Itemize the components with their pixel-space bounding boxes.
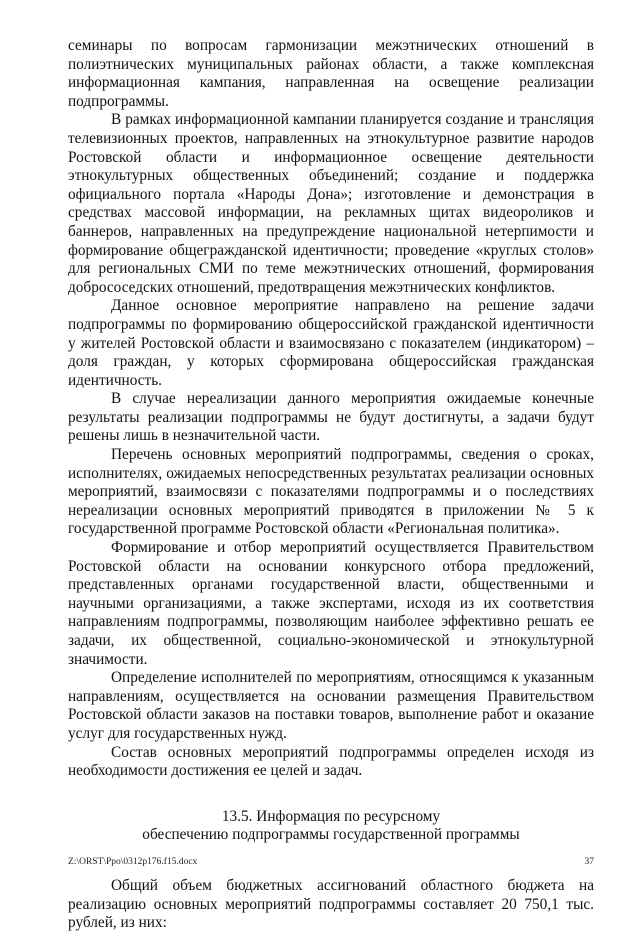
section-heading: [68, 808, 594, 845]
paragraph-continuation: семинары по вопросам гармонизации межэтнических отношений в полиэтнических муниципальных районах области, а также комплексная информационная кампания, направленная на освещение реализации подпрограммы.: [68, 37, 594, 110]
paragraph-selection: Формирование и отбор мероприятий осуществляется Правительством Ростовской области на основании конкурсного отбора предложений, представленных органами государственной власти, общественными и научными организациями, а также экспертами, исходя из их соответствия направлениям подпрограммы, позволяющим наиболее эффективно решать ее задачи, их общественной, социально-экономической и этнокультурной значимости.: [68, 539, 594, 668]
page-number: 37: [584, 857, 594, 867]
paragraph-info-campaign: В рамках информационной кампании планируется создание и трансляция телевизионных проектов, направленных на этнокультурное развитие народов Ростовской области и информационное освещение деятельности этнокультурных общественных объединений; создание и поддержка официального портала «Народы Дона»; изготовление и демонстрация в средствах массовой информации, на рекламных щитах видеороликов и баннеров, направленных на предупреждение национальной нетерпимости и формирование общегражданской идентичности; проведение «круглых столов» для региональных СМИ по теме межэтнических отношений, формирования добрососедских отношений, предотвращения межэтнических конфликтов.: [68, 111, 594, 296]
section-heading-line2: обеспечению подпрограммы государственной программы: [142, 826, 520, 844]
paragraph-activities-list: Перечень основных мероприятий подпрограммы, сведения о сроках, исполнителях, ожидаемых непосредственных результатах реализации основных мероприятий, взаимосвязи с показателями подпрограммы и о последствиях нереализации основных мероприятий приводятся в приложении № 5 к государственной программе Ростовской области «Региональная политика».: [68, 446, 594, 538]
paragraph-main-activity: Данное основное мероприятие направлено на решение задачи подпрограммы по формированию общероссийской гражданской идентичности у жителей Ростовской области и взаимосвязано с показателем (индикатором) – доля граждан, у которых сформирована общероссийская гражданская идентичность.: [68, 297, 594, 389]
section-heading-line1: 13.5. Информация по ресурсному: [221, 807, 441, 825]
paragraph-non-implementation: В случае нереализации данного мероприятия ожидаемые конечные результаты реализации подпрограммы не будут достигнуты, а задачи будут решены лишь в незначительной части.: [68, 390, 594, 445]
file-path: Z:\ORST\Ppo\0312p176.f15.docx: [68, 857, 198, 867]
paragraph-budget: Общий объем бюджетных ассигнований областного бюджета на реализацию основных мероприятий подпрограммы составляет 20 750,1 тыс. рублей, из них:: [68, 876, 594, 932]
document-body: [68, 37, 594, 933]
paragraph-executors: Определение исполнителей по мероприятиям, относящимся к указанным направлениям, осуществляется на основании размещения Правительством Ростовской области заказов на поставки товаров, выполнение работ и оказание услуг для государственных нужд.: [68, 669, 594, 742]
paragraph-composition: Состав основных мероприятий подпрограммы определен исходя из необходимости достижения ее целей и задач.: [68, 743, 594, 780]
